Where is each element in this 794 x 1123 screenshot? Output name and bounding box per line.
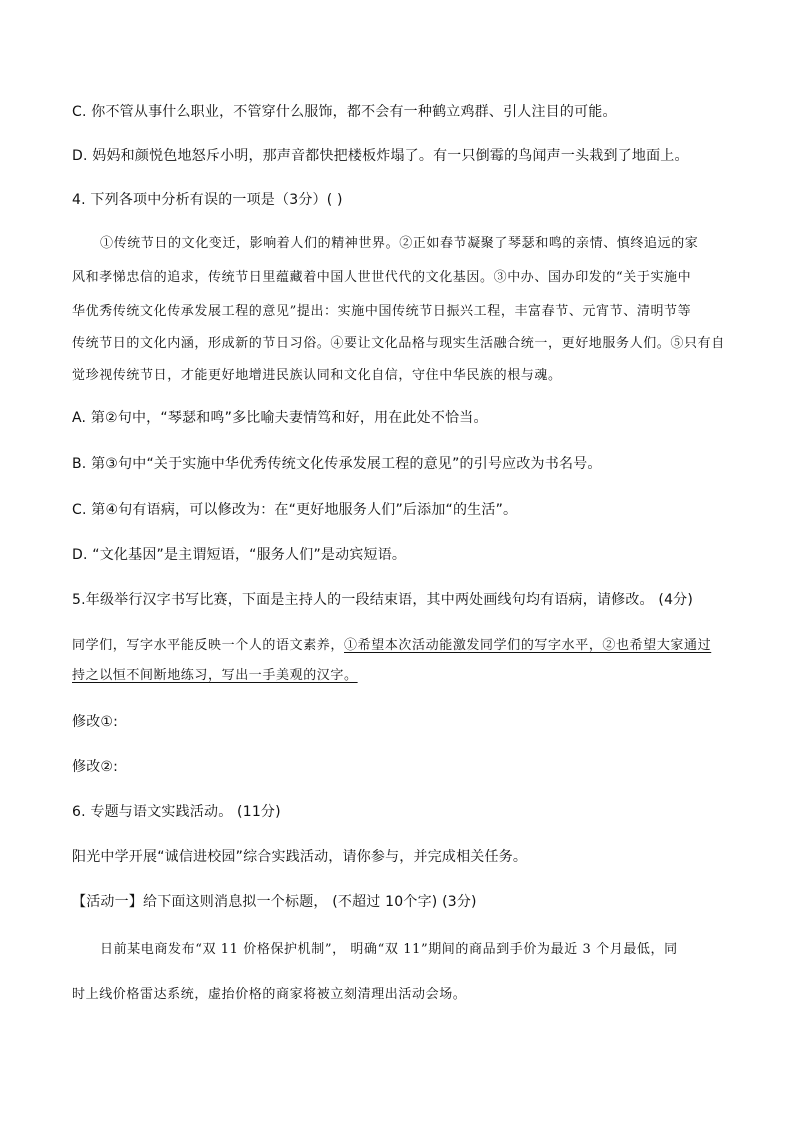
- activity-1-title: 【活动一】给下面这则消息拟一个标题， (不超过 10个字) (3分): [72, 894, 477, 910]
- question-4-title: 4. 下列各项中分析有误的一项是（3分）( ): [72, 192, 343, 208]
- passage-line-3: 华优秀传统文化传承发展工程的意见”提出：实施中国传统节日振兴工程，丰富春节、元宵节、清明节等: [72, 304, 692, 319]
- news-line-2: 时上线价格雷达系统，虚抬价格的商家将被立刻清理出活动会场。: [72, 987, 467, 1002]
- passage-line-4: 传统节日的文化内涵，形成新的节日习俗。④要让文化品格与现实生活融合统一，更好地服务人们。⑤只有自: [72, 336, 725, 351]
- underlined-sentence-1: ①希望本次活动能激发同学们的写字水平，②也希望大家通过: [344, 638, 712, 653]
- speech-line-1: [72, 636, 711, 656]
- speech-plain-text: 同学们，写字水平能反映一个人的语文素养，: [72, 638, 345, 653]
- underlined-sentence-2: 持之以恒不间断地练习，写出一手美观的汉字。: [72, 668, 358, 683]
- news-line-1: 日前某电商发布“双 11 价格保护机制”， 明确“双 11”期间的商品到手价为最近 3 个月最低，同: [100, 942, 678, 957]
- question-6-title: 6. 专题与语文实践活动。 (11分): [72, 804, 281, 820]
- fix-label-1: 修改①:: [72, 714, 119, 730]
- question-5-title: 5.年级举行汉字书写比赛，下面是主持人的一段结束语，其中两处画线句均有语病，请修改。 (4分): [72, 592, 694, 608]
- option-d-q3: D. 妈妈和颜悦色地怒斥小明，那声音都快把楼板炸塌了。有一只倒霉的鸟闻声一头栽到了地面上。: [72, 148, 689, 164]
- passage-line-2: 风和孝悌忠信的追求，传统节日里蕴藏着中国人世世代代的文化基因。③中办、国办印发的“关于实施中: [72, 270, 692, 285]
- option-a-q4: A. 第②句中，“琴瑟和鸣”多比喻夫妻情笃和好，用在此处不恰当。: [72, 410, 488, 426]
- question-6-intro: 阳光中学开展“诚信进校园”综合实践活动，请你参与，并完成相关任务。: [72, 849, 528, 865]
- option-d-q4: D. “文化基因”是主谓短语，“服务人们”是动宾短语。: [72, 547, 407, 563]
- option-c-q3: C. 你不管从事什么职业，不管穿什么服饰，都不会有一种鹤立鸡群、引人注目的可能。: [72, 104, 617, 120]
- option-c-q4: C. 第④句有语病，可以修改为：在“更好地服务人们”后添加“的生活”。: [72, 502, 518, 518]
- option-b-q4: B. 第③句中“关于实施中华优秀传统文化传承发展工程的意见”的引号应改为书名号。: [72, 456, 602, 472]
- fix-label-2: 修改②:: [72, 759, 119, 775]
- passage-line-1: ①传统节日的文化变迁，影响着人们的精神世界。②正如春节凝聚了琴瑟和鸣的亲情、慎终追远的家: [100, 236, 699, 251]
- passage-line-5: 觉珍视传统节日，才能更好地增进民族认同和文化自信，守住中华民族的根与魂。: [72, 368, 562, 383]
